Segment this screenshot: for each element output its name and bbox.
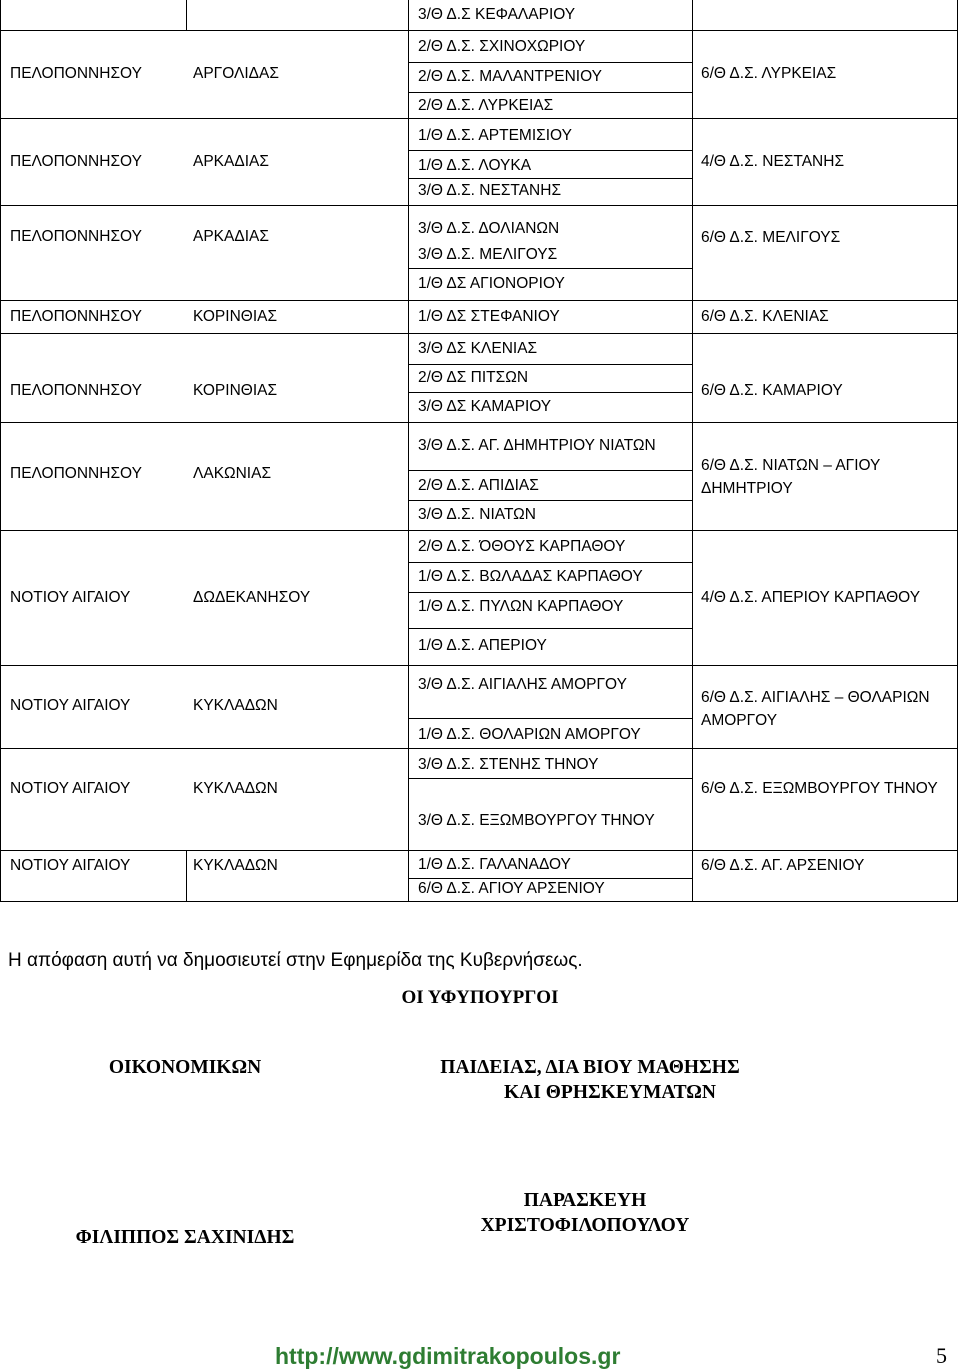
result-cell: 6/Θ Δ.Σ. ΜΕΛΙΓΟΥΣ	[701, 229, 841, 246]
ministry-finance: ΟΙΚΟΝΟΜΙΚΩΝ	[108, 1057, 262, 1078]
signatory-name-education	[420, 1188, 750, 1238]
prefecture-cell: ΚΥΚΛΑΔΩΝ	[193, 857, 278, 874]
result-cell: 6/Θ Δ.Σ. ΕΞΩΜΒΟΥΡΓΟΥ ΤΗΝΟΥ	[701, 780, 938, 797]
school-cell: 1/Θ Δ.Σ. ΠΥΛΩΝ ΚΑΡΠΑΘΟΥ	[418, 598, 624, 615]
prefecture-cell: ΑΡΚΑΔΙΑΣ	[193, 228, 269, 245]
school-cell: 3/Θ Δ.Σ. ΑΓ. ΔΗΜΗΤΡΙΟΥ ΝΙΑΤΩΝ	[418, 437, 656, 454]
cell-separator	[408, 562, 693, 563]
school-cell: 3/Θ Δ.Σ. ΕΞΩΜΒΟΥΡΓΟΥ ΤΗΝΟΥ	[418, 812, 655, 829]
row-separator	[0, 748, 958, 749]
school-cell: 6/Θ Δ.Σ. ΑΓΙΟΥ ΑΡΣΕΝΙΟΥ	[418, 880, 605, 897]
school-cell: 1/Θ Δ.Σ. ΘΟΛΑΡΙΩΝ ΑΜΟΡΓΟΥ	[418, 726, 641, 743]
column-divider	[408, 0, 409, 902]
cell-separator	[408, 500, 693, 501]
region-cell: ΠΕΛΟΠΟΝΝΗΣΟΥ	[10, 308, 142, 325]
row-separator	[0, 665, 958, 666]
ministry-education	[390, 1055, 790, 1105]
table-border-right	[957, 0, 958, 902]
prefecture-cell: ΚΥΚΛΑΔΩΝ	[193, 780, 278, 797]
row-separator	[0, 118, 958, 119]
prefecture-cell: ΛΑΚΩΝΙΑΣ	[193, 465, 272, 482]
region-cell: ΝΟΤΙΟΥ ΑΙΓΑΙΟΥ	[10, 697, 131, 714]
result-cell: 6/Θ Δ.Σ. ΑΙΓΙΑΛΗΣ – ΘΟΛΑΡΙΩΝ ΑΜΟΡΓΟΥ	[701, 689, 930, 729]
column-divider	[692, 0, 693, 902]
result-cell: 6/Θ Δ.Σ. ΚΛΕΝΙΑΣ	[701, 308, 829, 325]
result-cell: 4/Θ Δ.Σ. ΝΕΣΤΑΝΗΣ	[701, 153, 845, 170]
school-cell: 2/Θ Δ.Σ. ΣΧΙΝΟΧΩΡΙΟΥ	[418, 38, 586, 55]
school-cell: 1/Θ Δ.Σ. ΛΟΥΚΑ	[418, 157, 532, 174]
result-cell: 6/Θ Δ.Σ. ΝΙΑΤΩΝ – ΑΓΙΟΥ ΔΗΜΗΤΡΙΟΥ	[701, 457, 881, 497]
school-cell: 3/Θ Δ.Σ. ΣΤΕΝΗΣ ΤΗΝΟΥ	[418, 756, 599, 773]
row-separator	[0, 530, 958, 531]
school-cell: 2/Θ ΔΣ ΠΙΤΣΩΝ	[418, 369, 529, 386]
cell-separator	[408, 392, 693, 393]
school-cell: 3/Θ ΔΣ ΚΛΕΝΙΑΣ	[418, 340, 538, 357]
row-separator	[0, 422, 958, 423]
school-cell: 3/Θ Δ.Σ. ΝΙΑΤΩΝ	[418, 506, 536, 523]
row-separator	[0, 205, 958, 206]
prefecture-cell: ΔΩΔΕΚΑΝΗΣΟΥ	[193, 589, 311, 606]
school-cell: 3/Θ ΔΣ ΚΑΜΑΡΙΟΥ	[418, 398, 552, 415]
prefecture-cell: ΑΡΚΑΔΙΑΣ	[193, 153, 269, 170]
region-cell: ΠΕΛΟΠΟΝΝΗΣΟΥ	[10, 153, 142, 170]
school-cell: 1/Θ Δ.Σ. ΑΠΕΡΙΟΥ	[418, 637, 547, 654]
row-separator	[0, 300, 958, 301]
school-cell: 3/Θ Δ.Σ. ΝΕΣΤΑΝΗΣ	[418, 182, 562, 199]
signatory-name-education-line1: ΠΑΡΑΣΚΕΥΗ	[523, 1190, 647, 1211]
column-divider	[186, 0, 187, 30]
region-cell: ΠΕΛΟΠΟΝΝΗΣΟΥ	[10, 382, 142, 399]
school-cell: 1/Θ ΔΣ ΑΓΙΟΝΟΡΙΟΥ	[418, 275, 565, 292]
region-cell: ΠΕΛΟΠΟΝΝΗΣΟΥ	[10, 65, 142, 82]
cell-separator	[408, 178, 693, 179]
cell-separator	[408, 268, 693, 269]
signatory-name-finance: ΦΙΛΙΠΠΟΣ ΣΑΧΙΝΙΔΗΣ	[75, 1227, 295, 1248]
cell-separator	[408, 628, 693, 629]
school-cell: 3/Θ Δ.Σ. ΜΕΛΙΓΟΥΣ	[418, 246, 558, 263]
region-cell: ΠΕΛΟΠΟΝΝΗΣΟΥ	[10, 228, 142, 245]
cell-separator	[408, 470, 693, 471]
cell-separator	[408, 150, 693, 151]
ministry-education-line2: ΚΑΙ ΘΡΗΣΚΕΥΜΑΤΩΝ	[504, 1082, 716, 1103]
school-cell: 2/Θ Δ.Σ. ΌΘΟΥΣ ΚΑΡΠΑΘΟΥ	[418, 538, 626, 555]
school-cell: 2/Θ Δ.Σ. ΜΑΛΑΝΤΡΕΝΙΟΥ	[418, 68, 602, 85]
row-separator	[0, 30, 958, 31]
page-number: 5	[936, 1343, 947, 1368]
cell-separator	[408, 92, 693, 93]
school-cell: 3/Θ Δ.Σ. ΔΟΛΙΑΝΩΝ	[418, 220, 560, 237]
school-cell: 3/Θ Δ.Σ. ΑΙΓΙΑΛΗΣ ΑΜΟΡΓΟΥ	[418, 676, 627, 693]
cell-separator	[408, 62, 693, 63]
ministry-education-line1: ΠΑΙΔΕΙΑΣ, ΔΙΑ ΒΙΟΥ ΜΑΘΗΣΗΣ	[440, 1057, 740, 1078]
school-cell: 1/Θ ΔΣ ΣΤΕΦΑΝΙΟΥ	[418, 308, 560, 325]
footer-url-link[interactable]: http://www.gdimitrakopoulos.gr	[275, 1343, 621, 1369]
school-cell: 3/Θ Δ.Σ ΚΕΦΑΛΑΡΙΟΥ	[418, 6, 576, 23]
prefecture-cell: ΚΟΡΙΝΘΙΑΣ	[193, 382, 278, 399]
school-cell: 1/Θ Δ.Σ. ΑΡΤΕΜΙΣΙΟΥ	[418, 127, 572, 144]
result-cell: 6/Θ Δ.Σ. ΛΥΡΚΕΙΑΣ	[701, 65, 837, 82]
cell-separator	[408, 778, 693, 779]
school-cell: 1/Θ Δ.Σ. ΒΩΛΑΔΑΣ ΚΑΡΠΑΘΟΥ	[418, 568, 643, 585]
school-cell: 2/Θ Δ.Σ. ΑΠΙΔΙΑΣ	[418, 477, 539, 494]
ministers-heading: ΟΙ ΥΦΥΠΟΥΡΓΟΙ	[401, 987, 559, 1008]
region-cell: ΝΟΤΙΟΥ ΑΙΓΑΙΟΥ	[10, 589, 131, 606]
result-cell: 6/Θ Δ.Σ. ΑΓ. ΑΡΣΕΝΙΟΥ	[701, 857, 865, 874]
cell-separator	[408, 592, 693, 593]
row-separator	[0, 850, 958, 851]
result-cell: 6/Θ Δ.Σ. ΚΑΜΑΡΙΟΥ	[701, 382, 843, 399]
region-cell: ΠΕΛΟΠΟΝΝΗΣΟΥ	[10, 465, 142, 482]
cell-separator	[408, 878, 693, 879]
row-separator	[0, 333, 958, 334]
school-cell: 2/Θ Δ.Σ. ΛΥΡΚΕΙΑΣ	[418, 97, 554, 114]
cell-separator	[408, 364, 693, 365]
column-divider	[186, 850, 187, 902]
prefecture-cell: ΑΡΓΟΛΙΔΑΣ	[193, 65, 279, 82]
table-border-bottom	[0, 901, 958, 902]
region-cell: ΝΟΤΙΟΥ ΑΙΓΑΙΟΥ	[10, 857, 131, 874]
region-cell: ΝΟΤΙΟΥ ΑΙΓΑΙΟΥ	[10, 780, 131, 797]
prefecture-cell: ΚΟΡΙΝΘΙΑΣ	[193, 308, 278, 325]
prefecture-cell: ΚΥΚΛΑΔΩΝ	[193, 697, 278, 714]
decision-text: Η απόφαση αυτή να δημοσιευτεί στην Εφημερίδα της Κυβερνήσεως.	[8, 950, 583, 971]
result-cell: 4/Θ Δ.Σ. ΑΠΕΡΙΟΥ ΚΑΡΠΑΘΟΥ	[701, 589, 921, 606]
table-border-left	[0, 0, 1, 902]
signatory-name-education-line2: ΧΡΙΣΤΟΦΙΛΟΠΟΥΛΟΥ	[480, 1215, 690, 1236]
cell-separator	[408, 718, 693, 719]
school-cell: 1/Θ Δ.Σ. ΓΑΛΑΝΑΔΟΥ	[418, 856, 571, 873]
